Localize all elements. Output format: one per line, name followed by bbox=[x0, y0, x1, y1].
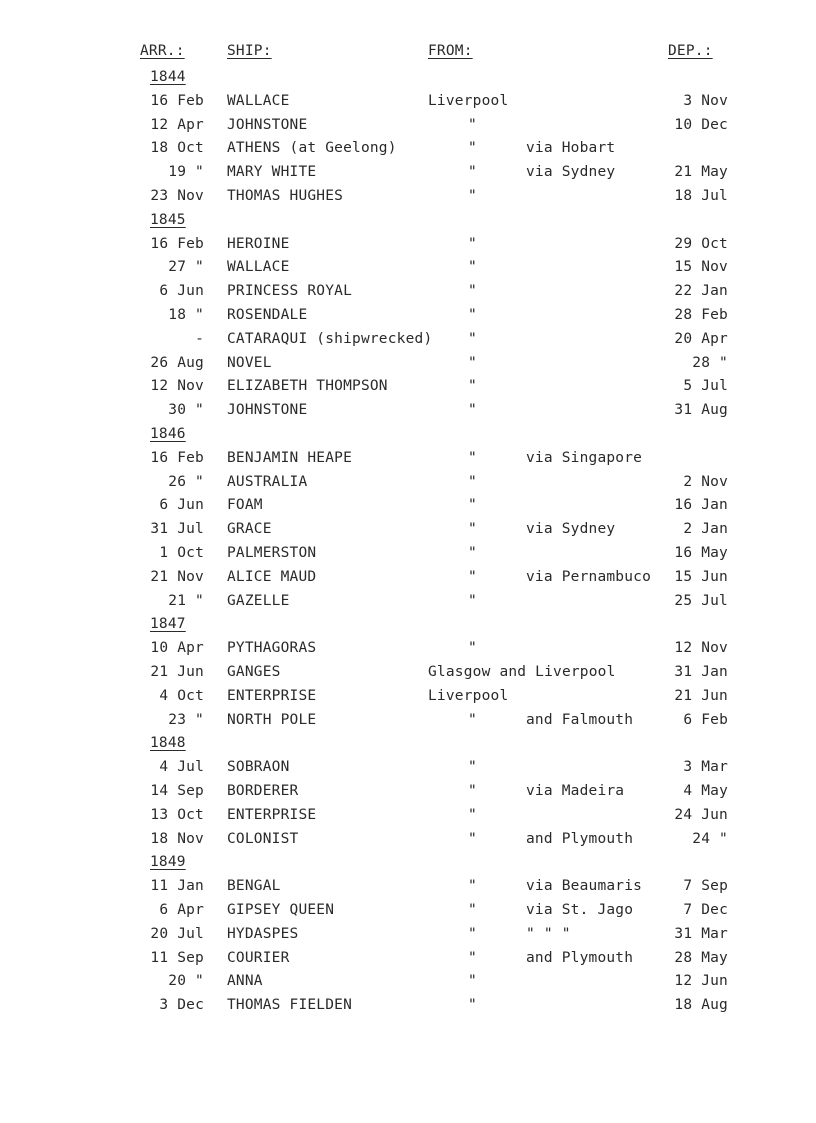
from-port: " bbox=[468, 473, 477, 490]
table-row bbox=[0, 709, 816, 731]
ship-name: COURIER bbox=[227, 949, 290, 966]
table-row bbox=[0, 780, 816, 802]
ship-name: HEROINE bbox=[227, 235, 290, 252]
ship-name: GIPSEY QUEEN bbox=[227, 902, 335, 918]
ship-name: PRINCESS ROYAL bbox=[227, 283, 353, 300]
ship-name: NOVEL bbox=[227, 354, 272, 371]
table-row bbox=[0, 114, 816, 136]
ship-name: COLONIST bbox=[227, 830, 299, 847]
arrival-date: 23 " bbox=[168, 711, 204, 728]
year-heading bbox=[0, 851, 816, 873]
departure-date: 29 Oct bbox=[674, 235, 728, 252]
year-label: 1848 bbox=[150, 735, 186, 752]
via-note: and Falmouth bbox=[526, 711, 634, 728]
ship-name: GAZELLE bbox=[227, 592, 290, 609]
departure-date: 6 Feb bbox=[683, 711, 728, 728]
departure-date: 16 May bbox=[674, 545, 728, 561]
ship-name: ENTERPRISE bbox=[227, 687, 317, 704]
arrival-date: 12 Nov bbox=[150, 378, 204, 395]
table-row bbox=[0, 970, 816, 992]
ship-name: BORDERER bbox=[227, 783, 299, 799]
arrival-date: 26 " bbox=[168, 473, 204, 490]
from-port: " bbox=[468, 283, 477, 300]
departure-date: 2 Nov bbox=[683, 473, 728, 490]
from-port: " bbox=[468, 925, 477, 942]
ship-name: ENTERPRISE bbox=[227, 806, 317, 823]
year-heading bbox=[0, 209, 816, 231]
arrival-date: 12 Apr bbox=[150, 116, 204, 133]
arrival-date: 1 Oct bbox=[159, 545, 204, 561]
table-row bbox=[0, 90, 816, 112]
arrival-date: 21 Jun bbox=[150, 664, 204, 680]
ship-name: ELIZABETH THOMPSON bbox=[227, 378, 388, 395]
table-row bbox=[0, 804, 816, 826]
departure-date: 21 May bbox=[674, 164, 728, 181]
ship-name: JOHNSTONE bbox=[227, 116, 308, 133]
ship-name: ALICE MAUD bbox=[227, 568, 317, 585]
via-note: via Madeira bbox=[526, 783, 625, 799]
from-port: " bbox=[468, 568, 477, 585]
from-port: " bbox=[468, 783, 477, 799]
ship-name: WALLACE bbox=[227, 259, 290, 276]
ship-name: THOMAS HUGHES bbox=[227, 188, 344, 204]
via-note: via Singapore bbox=[526, 449, 643, 466]
ship-name: ROSENDALE bbox=[227, 307, 308, 323]
table-row bbox=[0, 185, 816, 207]
arrival-date: 6 Jun bbox=[159, 497, 204, 514]
from-port: " bbox=[468, 830, 477, 847]
departure-date: 3 Mar bbox=[683, 759, 728, 776]
from-port: " bbox=[468, 806, 477, 823]
year-heading bbox=[0, 66, 816, 88]
column-header-row bbox=[0, 40, 816, 62]
table-row bbox=[0, 447, 816, 469]
from-port: " bbox=[468, 973, 477, 990]
arrival-date: 16 Feb bbox=[150, 92, 204, 109]
arrival-date: 10 Apr bbox=[150, 640, 204, 657]
header-ship: SHIP: bbox=[227, 43, 272, 59]
departure-date: 28 Feb bbox=[674, 307, 728, 323]
departure-date: 31 Jan bbox=[674, 664, 728, 680]
via-note: via St. Jago bbox=[526, 902, 634, 918]
ship-name: JOHNSTONE bbox=[227, 402, 308, 419]
table-row bbox=[0, 899, 816, 921]
via-note: via Pernambuco bbox=[526, 568, 652, 585]
table-row bbox=[0, 661, 816, 683]
ship-name: MARY WHITE bbox=[227, 164, 317, 181]
table-row bbox=[0, 256, 816, 278]
arrival-date: 20 Jul bbox=[150, 925, 204, 942]
ship-name: AUSTRALIA bbox=[227, 473, 308, 490]
from-port: " bbox=[468, 235, 477, 252]
arrival-date: 6 Apr bbox=[159, 902, 204, 918]
from-port: " bbox=[468, 759, 477, 776]
table-row bbox=[0, 685, 816, 707]
departure-date: 24 " bbox=[692, 830, 728, 847]
arrival-date: 20 " bbox=[168, 973, 204, 990]
departure-date: 7 Dec bbox=[683, 902, 728, 918]
from-port: " bbox=[468, 116, 477, 133]
table-row bbox=[0, 494, 816, 516]
ship-name: GANGES bbox=[227, 664, 281, 680]
ship-name: HYDASPES bbox=[227, 925, 299, 942]
arrival-date: 26 Aug bbox=[150, 354, 204, 371]
year-heading bbox=[0, 732, 816, 754]
departure-date: 28 May bbox=[674, 949, 728, 966]
from-port: Liverpool bbox=[428, 687, 509, 704]
ship-name: SOBRAON bbox=[227, 759, 290, 776]
departure-date: 21 Jun bbox=[674, 687, 728, 704]
table-row bbox=[0, 637, 816, 659]
arrival-date: 11 Sep bbox=[150, 949, 204, 966]
arrival-date: 18 " bbox=[168, 307, 204, 323]
from-port: " bbox=[468, 402, 477, 419]
ship-name: BENJAMIN HEAPE bbox=[227, 449, 353, 466]
from-port: " bbox=[468, 140, 477, 157]
year-heading bbox=[0, 423, 816, 445]
table-row bbox=[0, 280, 816, 302]
ship-name: GRACE bbox=[227, 521, 272, 538]
table-row bbox=[0, 875, 816, 897]
via-note: and Plymouth bbox=[526, 830, 634, 847]
year-heading bbox=[0, 613, 816, 635]
table-row bbox=[0, 756, 816, 778]
from-port: " bbox=[468, 354, 477, 371]
ship-name: FOAM bbox=[227, 497, 263, 514]
from-port: " bbox=[468, 545, 477, 561]
arrival-date: 13 Oct bbox=[150, 806, 204, 823]
table-row bbox=[0, 399, 816, 421]
ship-name: NORTH POLE bbox=[227, 711, 317, 728]
arrival-date: 14 Sep bbox=[150, 783, 204, 799]
departure-date: 15 Nov bbox=[674, 259, 728, 276]
ship-name: ANNA bbox=[227, 973, 263, 990]
year-label: 1845 bbox=[150, 211, 186, 228]
departure-date: 18 Aug bbox=[674, 997, 728, 1014]
departure-date: 12 Nov bbox=[674, 640, 728, 657]
table-row bbox=[0, 828, 816, 850]
table-row bbox=[0, 328, 816, 350]
year-label: 1847 bbox=[150, 616, 186, 633]
via-note: via Sydney bbox=[526, 521, 616, 538]
table-row bbox=[0, 375, 816, 397]
arrival-date: 16 Feb bbox=[150, 449, 204, 466]
table-row bbox=[0, 542, 816, 564]
from-port: " bbox=[468, 997, 477, 1014]
from-port: " bbox=[468, 497, 477, 514]
arrival-date: 18 Nov bbox=[150, 830, 204, 847]
via-note: " " " bbox=[526, 925, 571, 942]
from-port: " bbox=[468, 592, 477, 609]
departure-date: 28 " bbox=[692, 354, 728, 371]
departure-date: 22 Jan bbox=[674, 283, 728, 300]
departure-date: 3 Nov bbox=[683, 92, 728, 109]
table-row bbox=[0, 352, 816, 374]
table-row bbox=[0, 947, 816, 969]
from-port: " bbox=[468, 259, 477, 276]
via-note: via Beaumaris bbox=[526, 878, 643, 895]
from-port: " bbox=[468, 164, 477, 181]
departure-date: 31 Mar bbox=[674, 925, 728, 942]
from-port: " bbox=[468, 449, 477, 466]
from-port: " bbox=[468, 378, 477, 395]
table-row bbox=[0, 137, 816, 159]
year-label: 1849 bbox=[150, 854, 186, 871]
from-port: " bbox=[468, 330, 477, 347]
via-note: via Hobart bbox=[526, 140, 616, 157]
ship-name: PALMERSTON bbox=[227, 545, 317, 561]
table-row bbox=[0, 233, 816, 255]
year-label: 1846 bbox=[150, 426, 186, 442]
via-note: via Sydney bbox=[526, 164, 616, 181]
header-from: FROM: bbox=[428, 43, 473, 59]
year-label: 1844 bbox=[150, 69, 186, 85]
ship-name: ATHENS (at Geelong) bbox=[227, 140, 397, 157]
arrival-date: 21 " bbox=[168, 592, 204, 609]
departure-date: 31 Aug bbox=[674, 402, 728, 419]
from-port: " bbox=[468, 640, 477, 657]
table-row bbox=[0, 304, 816, 326]
table-row bbox=[0, 994, 816, 1016]
arrival-date: 27 " bbox=[168, 259, 204, 276]
departure-date: 12 Jun bbox=[674, 973, 728, 990]
departure-date: 2 Jan bbox=[683, 521, 728, 538]
ship-name: CATARAQUI (shipwrecked) bbox=[227, 330, 433, 347]
departure-date: 25 Jul bbox=[674, 592, 728, 609]
departure-date: 16 Jan bbox=[674, 497, 728, 514]
departure-date: 18 Jul bbox=[674, 188, 728, 204]
arrival-date: 30 " bbox=[168, 402, 204, 419]
table-row bbox=[0, 566, 816, 588]
arrival-date: 3 Dec bbox=[159, 997, 204, 1014]
arrival-date: 31 Jul bbox=[150, 521, 204, 538]
header-dep: DEP.: bbox=[668, 43, 713, 59]
arrival-date: - bbox=[195, 330, 204, 347]
departure-date: 5 Jul bbox=[683, 378, 728, 395]
arrival-date: 19 " bbox=[168, 164, 204, 181]
departure-date: 4 May bbox=[683, 783, 728, 799]
departure-date: 7 Sep bbox=[683, 878, 728, 895]
from-port: " bbox=[468, 878, 477, 895]
table-row bbox=[0, 518, 816, 540]
via-note: and Plymouth bbox=[526, 949, 634, 966]
table-row bbox=[0, 923, 816, 945]
departure-date: 10 Dec bbox=[674, 116, 728, 133]
from-port: " bbox=[468, 902, 477, 918]
arrival-date: 21 Nov bbox=[150, 568, 204, 585]
departure-date: 20 Apr bbox=[674, 330, 728, 347]
table-row bbox=[0, 471, 816, 493]
table-row bbox=[0, 161, 816, 183]
ship-name: WALLACE bbox=[227, 92, 290, 109]
arrival-date: 4 Oct bbox=[159, 687, 204, 704]
table-row bbox=[0, 590, 816, 612]
arrival-date: 18 Oct bbox=[150, 140, 204, 157]
arrival-date: 16 Feb bbox=[150, 235, 204, 252]
arrival-date: 4 Jul bbox=[159, 759, 204, 776]
from-port: " bbox=[468, 307, 477, 323]
departure-date: 24 Jun bbox=[674, 806, 728, 823]
arrival-date: 6 Jun bbox=[159, 283, 204, 300]
departure-date: 15 Jun bbox=[674, 568, 728, 585]
from-port: Liverpool bbox=[428, 92, 509, 109]
arrival-date: 23 Nov bbox=[150, 188, 204, 204]
header-arr: ARR.: bbox=[140, 43, 185, 59]
from-port: " bbox=[468, 711, 477, 728]
from-port: Glasgow and Liverpool bbox=[428, 664, 616, 680]
ship-name: PYTHAGORAS bbox=[227, 640, 317, 657]
from-port: " bbox=[468, 188, 477, 204]
from-port: " bbox=[468, 521, 477, 538]
ship-name: BENGAL bbox=[227, 878, 281, 895]
arrival-date: 11 Jan bbox=[150, 878, 204, 895]
ship-name: THOMAS FIELDEN bbox=[227, 997, 353, 1014]
from-port: " bbox=[468, 949, 477, 966]
